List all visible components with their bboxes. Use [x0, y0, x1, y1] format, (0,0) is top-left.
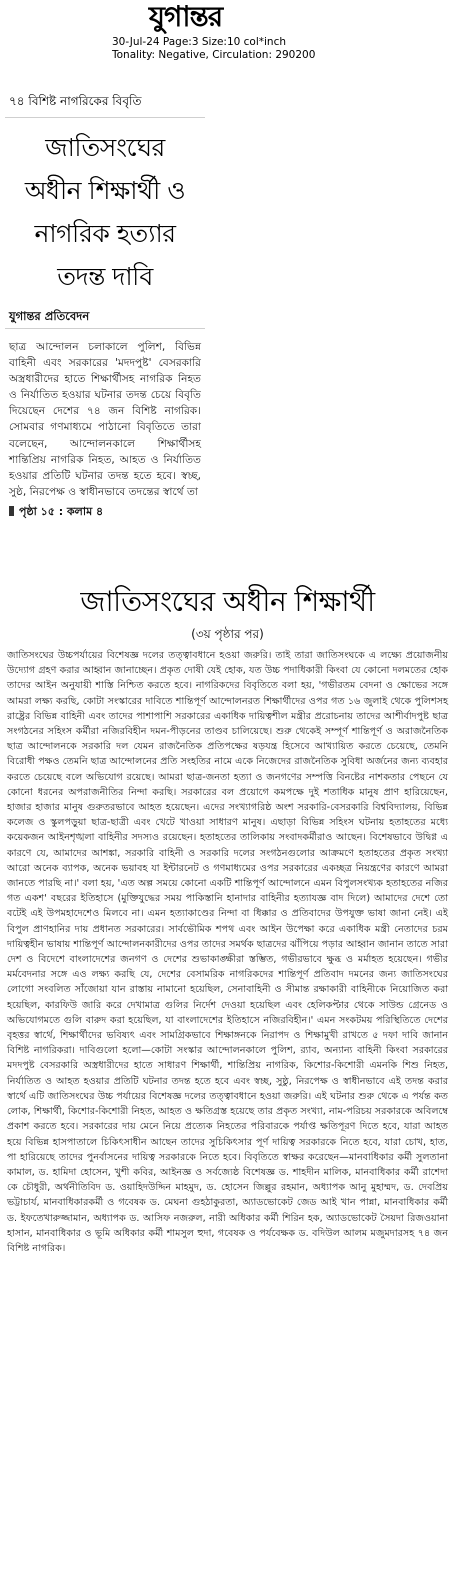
byline: যুগান্তর প্রতিবেদন [5, 304, 205, 329]
kicker: ৭৪ বিশিষ্ট নাগরিকের বিবৃতি [5, 87, 205, 118]
headline-line: জাতিসংঘের [45, 133, 165, 162]
jump-reference [5, 500, 205, 523]
headline [5, 118, 205, 298]
jump-marker-icon [9, 506, 14, 516]
continuation-section [5, 580, 450, 1256]
clip-meta-tonality: Tonality: Negative, Circulation: 290200 [112, 49, 316, 61]
headline-line: অধীন শিক্ষার্থী ও [24, 176, 186, 205]
clipping-header [0, 0, 455, 60]
headline-line: নাগরিক হত্যার [34, 219, 176, 248]
clip-meta-date-page: 30-Jul-24 Page:3 Size:10 col*inch [112, 36, 287, 48]
headline-line: তদন্ত দাবি [57, 262, 153, 291]
continuation-subhead: (৩য় পৃষ্ঠার পর) [191, 627, 264, 641]
continuation-headline: জাতিসংঘের অধীন শিক্ষার্থী [80, 585, 375, 618]
continuation-body: জাতিসংঘের উচ্চপর্যায়ের বিশেষজ্ঞ দলের তত্ত্বাবধানে হওয়া জরুরি। তাই তারা জাতিসংঘকে এ লক্ষ্যে প্রয়োজনীয় উদ্যোগ গ্রহণ করার আহ্বান জানাচ্ছেন। প্রকৃত দোষী যেই হোক, যত উচ্চ পদাধিকারী কিংবা যে কোনো দলমতের হোক তাদের আইন অনুযায়ী শাস্তি নিশ্চিত করতে হবে। নাগরিকদের বিবৃতিতে বলা হয়, 'গভীরতম বেদনা ও ক্ষোভের সঙ্গে আমরা লক্ষ্য করছি, কোটা সংস্কারের দাবিতে শান্তিপূর্ণ আন্দোলনরত শিক্ষার্থীদের ওপর গত ১৬ জুলাই থেকে পুলিশসহ রাষ্ট্রের বিভিন্ন বাহিনী এবং তাদের পাশাপাশি সরকারের একাধিক দায়িত্বশীল মন্ত্রীর প্ররোচনায় তাদের আশীর্বাদপুষ্ট ছাত্র সংগঠনের সহিংস কর্মীরা নজিরবিহীন দমন-পীড়নের তাণ্ডব চালিয়েছে। শুরু থেকেই সম্পূর্ণ শান্তিপূর্ণ ও অরাজনৈতিক ছাত্র আন্দোলনকে সরকারি দল যেমন রাজনৈতিক প্রতিপক্ষের ষড়যন্ত্র হিসেবে আখ্যায়িত করতে চেয়েছে, তেমনি বিরোধী পক্ষও তেমনি ছাত্র আন্দোলনের প্রতি সংহতির নামে একে নিজেদের রাজনৈতিক সুবিধা অর্জনের জন্য ব্যবহার করতে চেয়েছে বলে অভিযোগ রয়েছে। আমরা ছাত্র-জনতা হত্যা ও জনগণের সম্পত্তি বিনষ্টের নাশকতার পেছনে যে কোনো ধরনের অপরাজনীতির নিন্দা করছি। সরকারের বল প্রয়োগে কমপক্ষে দুই শতাধিক মানুষ প্রাণ হারিয়েছেন, হাজার হাজার মানুষ গুরুতরভাবে আহত হয়েছেন। এদের সংখ্যাগরিষ্ঠ অংশ সরকারি-বেসরকারি বিশ্ববিদ্যালয়, বিভিন্ন কলেজ ও স্কুলপড়ুয়া ছাত্র-ছাত্রী এবং খেটে খাওয়া সাধারণ মানুষ। এছাড়া বিভিন্ন সহিংস ঘটনায় হতাহতের মধ্যে কয়েকজন আইনশৃঙ্খলা বাহিনীর সদস্যও রয়েছেন। হতাহতের তালিকায় সংবাদকর্মীরাও আছেন। বিশেষভাবে উদ্বিগ্ন এ কারণে যে, আমাদের আশঙ্কা, সরকারি বাহিনী ও সরকারি দলের সংগঠনগুলোর আক্রমণে হতাহতের প্রকৃত সংখ্যা আরো অনেক ব্যাপক, অনেক ভয়াবহ যা ইন্টারনেট ও গণমাধ্যমের ওপর সরকারের একচ্ছত্র নিয়ন্ত্রণের কারণে আমরা জানতে পারছি না।' বলা হয়, 'এত অল্প সময়ে কোনো একটি শান্তিপূর্ণ আন্দোলনে এমন বিপুলসংখ্যক হতাহতের নজির গত একশ' বছরের ইতিহাসে (মুক্তিযুদ্ধের সময় পাকিস্তানি হানাদার বাহিনীর হত্যাযজ্ঞ বাদ দিলে) আমাদের দেশে তো বটেই এই উপমহাদেশেও মিলবে না। এমন হত্যাকাণ্ডের নিন্দা বা ধিক্কার ও প্রতিবাদের উপযুক্ত ভাষা জানা নেই। এই বিপুল প্রাণহানির দায় প্রধানত সরকারের। সার্বভৌমিক শপথ এবং আইন উপেক্ষা করে একাধিক মন্ত্রী নেতাদের চরম দায়িত্বহীন ভাষায় শান্তিপূর্ণ আন্দোলনকারীদের ওপর তাদের সমর্থক ছাত্রদের ঝাঁপিয়ে পড়ার আহ্বান জানান তাতে সারা দেশ ও বিদেশে বাংলাদেশের জনগণ ও দেশের শুভাকাঙ্ক্ষীরা স্তম্ভিত, গভীরভাবে ক্ষুব্ধ ও মর্মাহত হয়েছেন। গভীর মর্মবেদনার সঙ্গে এও লক্ষ্য করছি যে, দেশের বেসামরিক নাগরিকদের শান্তিপূর্ণ প্রতিবাদ দমনের জন্য জাতিসংঘের লোগো সংবলিত সাঁজোয়া যান রাস্তায় নামানো হয়েছিল, সেনাবাহিনী ও সীমান্ত রক্ষাকারী বাহিনীকে নিয়োজিত করা হয়েছিল, কারফিউ জারি করে দেখামাত্র গুলির নির্দেশ দেওয়া হয়েছিল এবং হেলিকপ্টার থেকে সাউন্ড গ্রেনেড ও অভিযোগমতে গুলি বারুদ করা হয়েছিল, যা বাংলাদেশের ইতিহাসে নজিরবিহীন।' এমন সংকটময় পরিস্থিতিতে দেশের বৃহত্তর স্বার্থে, শিক্ষার্থীদের ভবিষ্যৎ এবং সামগ্রিকভাবে শিক্ষাঙ্গনকে নিরাপদ ও শিক্ষামুখী রাখতে ৫ দফা দাবি জানান বিশিষ্ট নাগরিকরা। দাবিগুলো হলো—কোটা সংস্কার আন্দোলনকালে পুলিশ, র‍্যাব, অন্যান্য বাহিনী কিংবা সরকারের মদদপুষ্ট বেসরকারি অস্ত্রধারীদের হাতে সাধারণ শিক্ষার্থী, শান্তিপ্রিয় নাগরিক, কিশোর-কিশোরী এমনকি শিশু নিহত, নির্যাতিত ও আহত হওয়ার প্রতিটি ঘটনার তদন্ত হতে হবে এবং স্বচ্ছ, সুষ্ঠু, নিরপেক্ষ ও স্বাধীনভাবে এই তদন্ত করার স্বার্থে এটি জাতিসংঘের উচ্চ পর্যায়ের বিশেষজ্ঞ দলের তত্ত্বাবধানে হওয়া জরুরি। এই ঘটনার শুরু থেকে এ পর্যন্ত কত লোক, শিক্ষার্থী, কিশোর-কিশোরী নিহত, আহত ও ক্ষতিগ্রস্ত হয়েছে তার প্রকৃত সংখ্যা, নাম-পরিচয় সরকারকে অবিলম্বে প্রকাশ করতে হবে। সরকারের দায় মেনে নিয়ে প্রত্যেক নিহতের পরিবারকে পর্যাপ্ত ক্ষতিপূরণ দিতে হবে, যারা আহত হয়ে বিভিন্ন হাসপাতালে চিকিৎসাধীন আছেন তাদের সুচিকিৎসার পূর্ণ দায়িত্ব সরকারকে নিতে হবে, যারা চোখ, হাত, পা হারিয়েছে তাদের পুনর্বাসনের দায়িত্ব সরকারকে নিতে হবে। বিবৃতিতে স্বাক্ষর করেছেন—মানবাধিকার কর্মী সুলতানা কামাল, ড. হামিদা হোসেন, খুশী কবির, আইনজ্ঞ ও সর্বজ্যেষ্ঠ বিশেষজ্ঞ ড. শাহদীন মালিক, মানবাধিকার কর্মী রাশেদা কে চৌধুরী, অর্থনীতিবিদ ড. ওয়াহিদউদ্দিন মাহমুদ, ড. হোসেন জিল্লুর রহমান, অধ্যাপক আনু মুহাম্মদ, ড. দেবপ্রিয় ভট্টাচার্য, মানবাধিকারকর্মী ও গবেষক ড. মেঘনা গুহঠাকুরতা, অ্যাডভোকেট জেড আই খান পান্না, মানবাধিকার কর্মী ড. ইফতেখারুজ্জামান, অধ্যাপক ড. আসিফ নজরুল, নারী অধিকার কর্মী শিরিন হক, অ্যাডভোকেট সৈয়দা রিজওয়ানা হাসান, মানবাধিকার ও ভূমি অধিকার কর্মী শামসুল হুদা, গবেষক ও পর্যবেক্ষক ড. বদিউল আলম মজুমদারসহ ৭৪ জন বিশিষ্ট নাগরিক। [7, 650, 448, 1254]
intro-paragraph: ছাত্র আন্দোলন চলাকালে পুলিশ, বিভিন্ন বাহিনী এবং সরকারের 'মদদপুষ্ট' বেসরকারি অস্ত্রধারীদের হাতে শিক্ষার্থীসহ নাগরিক নিহত ও নির্যাতিত হওয়ার ঘটনার তদন্ত চেয়ে বিবৃতি দিয়েছেন দেশের ৭৪ জন বিশিষ্ট নাগরিক। সোমবার গণমাধ্যমে পাঠানো বিবৃতিতে তারা বলেছেন, আন্দোলনকালে শিক্ষার্থীসহ শান্তিপ্রিয় নাগরিক নিহত, আহত ও নির্যাতিত হওয়ার প্রতিটি ঘটনার তদন্ত হতে হবে। স্বচ্ছ, সুষ্ঠ, নিরপেক্ষ ও স্বাধীনভাবে তদন্তের স্বার্থে তা [9, 341, 201, 498]
front-page-clip [5, 87, 205, 523]
newspaper-logo: যুগান্তর [148, 0, 223, 33]
jump-text: পৃষ্ঠা ১৫ : কলাম ৪ [19, 504, 104, 518]
